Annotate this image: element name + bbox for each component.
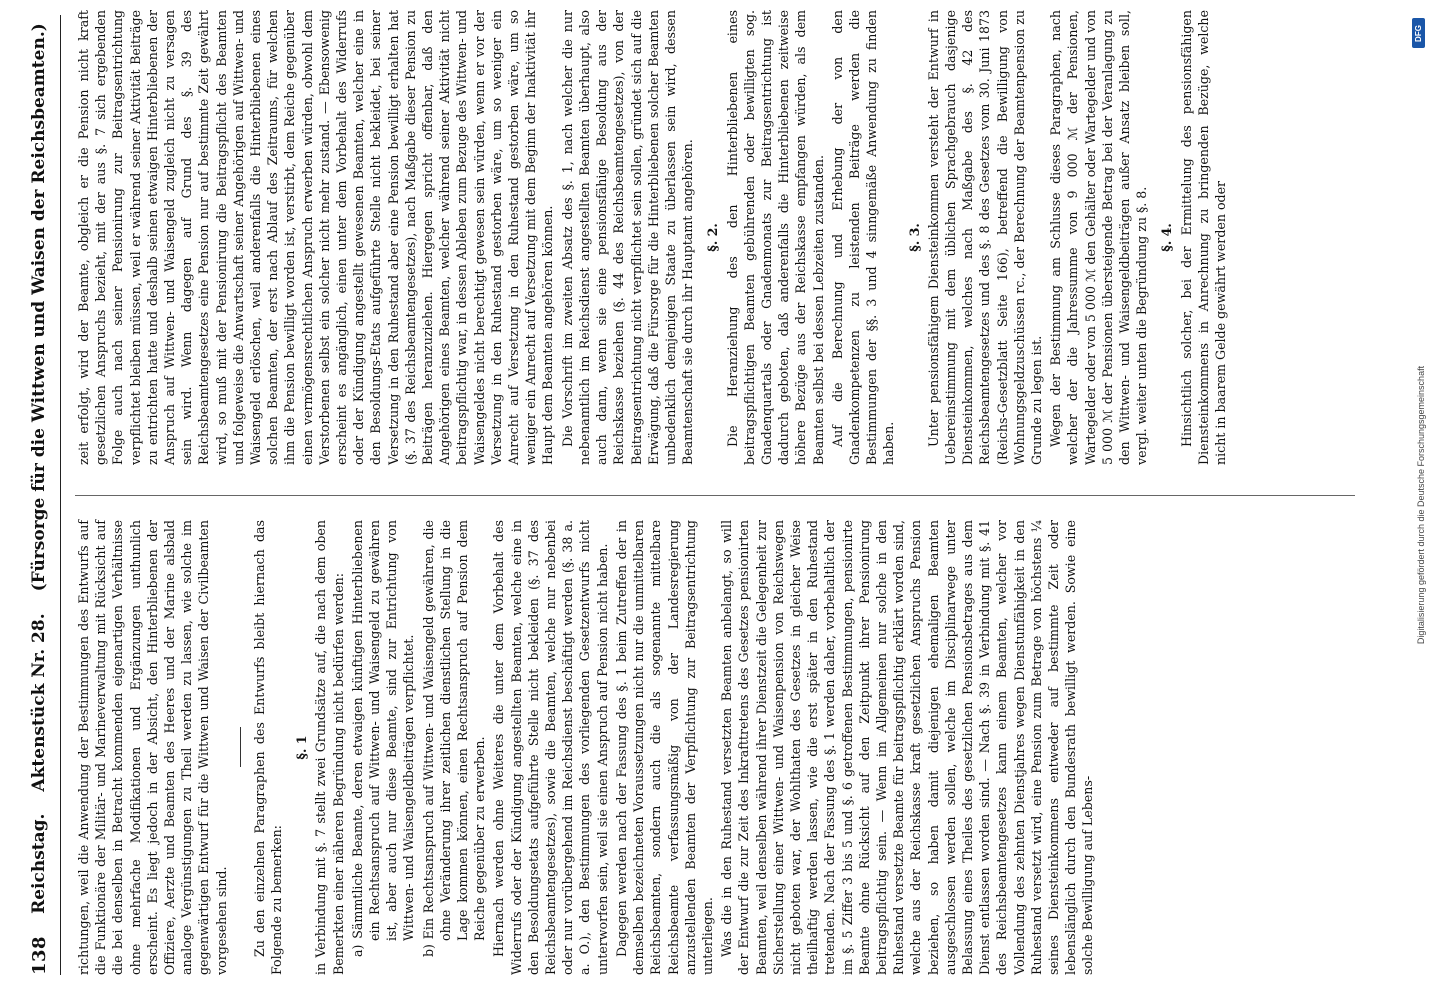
section-heading: §. 3. (906, 223, 922, 252)
left-text-column (75, 520, 1099, 975)
section-heading: §. 2. (705, 223, 721, 252)
paragraph: Hiernach werden ohne Weiteres die unter dem Vorbehalt des Widerrufs oder der Kündigung angestellten Beamten, welche eine in den Besoldungsetats aufgeführte Stelle nicht bekleiden (§. 37 des Reichsbeamtengesetzes), sowie die Beamten, welche nur nebenbei oder nur vorübergehend im Reichsdienst beschäftigt werden (§. 38 a. a. O.), den Bestimmungen des vorliegenden Gesetzentwurfs nicht unterworfen sein, weil sie einen Anspruch auf Pension nicht haben. (491, 520, 610, 975)
paragraph: Unter pensionsfähigem Diensteinkommen versteht der Entwurf in Uebereinstimmung mit dem üblichen Sprachgebrauch dasjenige Diensteinkommen, welches nach Maßgabe des §. 42 des Reichsbeamtengesetzes und des §. 8 des Gesetzes vom 30. Juni 1873 (Reichs-Gesetzblatt Seite 166), betreffend die Bewilligung von Wohnungsgeldzuschüssen rc., der Berechnung der Beamtenpension zu Grunde zu legen ist. (925, 10, 1044, 465)
section-heading: §. 4. (1159, 223, 1175, 252)
list-item: a) Sämmtliche Beamte, deren etwaigen künftigen Hinterbliebenen ein Rechtsanspruch auf Wittwen- und Waisengeld zu gewähren ist, aber auch nur diese Beamte, sind zur Entrichtung von Wittwen- und Waisengeldbeiträgen verpflichtet. (349, 520, 417, 957)
paragraph: Auf die Berechnung und Erhebung der von den Gnadenkompetenzen zu leistenden Beiträge werden die Bestimmungen der §§. 3 und 4 sinngemäße Anwendung zu finden haben. (829, 10, 897, 465)
section-heading: §. 1 (294, 735, 310, 760)
credit-text: Digitalisierung gefördert durch die Deutsche Forschungsgemeinschaft (1416, 365, 1426, 645)
section-rule (240, 728, 241, 768)
page-header (18, 15, 61, 975)
paragraph: in Verbindung mit §. 7 stellt zwei Grundsätze auf, die nach dem oben Bemerkten einer näheren Begründung nicht bedürfen werden: (313, 520, 346, 975)
right-text-column (75, 10, 1231, 465)
paragraph: Hinsichtlich solcher, bei der Ermittelung des pensionsfähigen Diensteinkommens in Anrechnung zu bringenden Bezüge, welche nicht in baarem Gelde gewährt werden oder (1178, 10, 1228, 465)
column-divider (75, 495, 1355, 496)
paragraph: Was die in den Ruhestand versetzten Beamten anbelangt, so will der Entwurf die zur Zeit des Inkrafttretens des Gesetzes pensionirten Beamten, weil denselben während ihrer Dienstzeit die Gelegenheit zur Sicherstellung einer Wittwen- und Waisenpension von Reichswegen nicht geboten war, der Wohlthaten des Gesetzes in gleicher Weise theilhaftig werden lassen, wie die erst später in den Ruhestand tretenden. Nach der Fassung des §. 1 werden daher, vorbehaltlich der im §. 5 Ziffer 3 bis 5 und §. 6 getroffenen Bestimmungen, pensionirte Beamte ohne Rücksicht auf den Zeitpunkt ihrer Pensionirung beitragspflichtig sein. — Wenn im Allgemeinen nur solche in den Ruhestand versetzte Beamte für beitragspflichtig erklärt worden sind, welche aus der Reichskasse kraft gesetzlichen Anspruchs Pension beziehen, so haben damit diejenigen ehemaligen Beamten ausgeschlossen werden sollen, welche im Disciplinarwege unter Belassung eines Theiles des gesetzlichen Pensionsbetrages aus dem Dienst entlassen worden sind. — Nach §. 39 in Verbindung mit §. 41 des Reichsbeamtengesetzes kann einem Beamten, welcher vor Vollendung des zehnten Dienstjahres wegen Dienstunfähigkeit in den Ruhestand versetzt wird, eine Pension zum Betrage von höchstens ¼ seines Diensteinkommens entweder auf bestimmte Zeit oder lebenslänglich durch den Bundesrath bewilligt werden. Sowie eine solche Bewilligung auf Lebens- (719, 520, 1096, 975)
list-item: b) Ein Rechtsanspruch auf Wittwen- und Waisengeld gewähren, die ohne Veränderung ihrer zeitlichen dienstlichen Stellung in die Lage kommen können, einen Rechtsanspruch auf Pension dem Reiche gegenüber zu erwerben. (420, 520, 488, 957)
page-number: 138 (28, 935, 50, 975)
paragraph: Die Vorschrift im zweiten Absatz des §. 1, nach welcher die nur nebenamtlich im Reichsdienst angestellten Beamten überhaupt, also auch dann, wenn sie eine pensionsfähige Besoldung aus der Reichskasse beziehen (§. 44 des Reichsbeamtengesetzes), von der Beitragsentrichtung nicht verpflichtet sein sollen, gründet sich auf die Erwägung, daß die Fürsorge für die Hinterbliebenen solcher Beamten unbedenklich demjenigen Staate zu überlassen sein wird, dessen Beamtenschaft sie durch ihr Hauptamt angehören. (559, 10, 696, 465)
dfg-logo (1412, 18, 1425, 48)
paragraph: Wegen der Bestimmung am Schlusse dieses Paragraphen, nach welcher der die Jahressumme von 9 000 ℳ der Pensionen, Wartegelder oder von 5 000 ℳ den Gehälter oder Wartegelder und von 5 000 ℳ der Pensionen übersteigende Betrag bei der Veranlagung zu den Wittwen- und Waisengeldbeiträgen außer Ansatz bleiben soll, vergl. weiter unten die Begründung zu §. 8. (1048, 10, 1150, 465)
paragraph: Die Heranziehung des den Hinterbliebenen eines beitragspflichtigen Beamten gebührenden oder bewilligten sog. Gnadenquartals oder Gnadenmonats zur Beitragsentrichtung ist dadurch geboten, daß anderenfalls die Hinterbliebenen zeitweise höhere Bezüge aus der Reichskasse empfangen würden, als dem Beamten selbst bei dessen Lebzeiten zustanden. (724, 10, 826, 465)
paragraph: Zu den einzelnen Paragraphen des Entwurfs bleibt hiernach das Folgende zu bemerken: (251, 520, 285, 975)
header-document-number: Aktenstück Nr. 28. (29, 613, 49, 792)
paragraph: zeit erfolgt, wird der Beamte, obgleich er die Pension nicht kraft gesetzlichen Anspruchs bezieht, mit der aus §. 7 sich ergebenden Folge auch nach seiner Pensionirung zur Beitragsentrichtung verpflichtet bleiben müssen, weil er während seiner Aktivität Beiträge zu entrichten hatte und deshalb seinen etwaigen Hinterbliebenen der Anspruch auf Wittwen- und Waisengeld zugleich nicht zu versagen sein wird. Wenn dagegen auf Grund des §. 39 des Reichsbeamtengesetzes eine Pension nur auf bestimmte Zeit gewährt wird, so muß mit der Pensionirung die Beitragspflicht des Beamten und folgeweise die Anwartschaft seiner Angehörigen auf Wittwen- und Waisengeld erlöschen, weil anderenfalls die Hinterbliebenen eines solchen Beamten, der erst nach Ablauf des Zeitraums, für welchen ihm die Pension bewilligt worden ist, verstirbt, dem Reiche gegenüber einen vermögensrechtlichen Anspruch erwerben würden, obwohl dem Verstorbenen selbst ein solcher nicht mehr zustand. — Ebensowenig erscheint es angänglich, einen unter dem Vorbehalt des Widerrufs oder der Kündigung angestellt gewesenen Beamten, welcher eine in den Besoldungs-Etats aufgeführte Stelle nicht bekleidet, bei seiner Versetzung in den Ruhestand aber eine Pension bewilligt erhalten hat (§. 37 des Reichsbeamtengesetzes), nach Maßgabe dieser Pension zu Beiträgen heranzuziehen. Hiergegen spricht offenbar, daß den Angehörigen eines Beamten, welcher während seiner Aktivität nicht beitragspflichtig war, in dessen Ableben zum Bezuge des Wittwen- und Waisengeldes nicht berechtigt gewesen sein würden, wenn er vor der Versetzung in den Ruhestand gestorben wäre, um so weniger ein Anrecht auf Versetzung in den Ruhestand gestorben wäre, um so weniger ein Anrecht auf Versetzung mit dem Beginn der Inaktivität ihr Haupt dem Beamten angehören können. (76, 10, 556, 465)
paragraph: Dagegen werden nach der Fassung des §. 1 beim Zutreffen der in demselben bezeichneten Voraussetzungen nicht nur die unmittelbaren Reichsbeamten, sondern auch die als sogenannte mittelbare Reichsbeamte verfassungsmäßig von der Landesregierung anzustellenden Beamten der Verpflichtung zur Beitragsentrichtung unterliegen. (613, 520, 715, 975)
dfg-logo-text: DFG (1414, 24, 1424, 42)
header-title: (Fürsorge für die Wittwen und Waisen der Reichsbeamten.) (29, 23, 49, 592)
paragraph: richtungen, weil die Anwendung der Bestimmungen des Entwurfs auf die Funktionäre der Militär- und Marineverwaltung mit Rücksicht auf die bei denselben in Betracht kommenden eigenartigen Verhältnisse ohne mehrfache Modifikationen und Ergänzungen unthunlich erscheint. Es liegt jedoch in der Absicht, den Hinterbliebenen der Offiziere, Aerzte und Beamten des Heeres und der Marine alsbald analoge Vergünstigungen zu Theil werden zu lassen, wie solche im gegenwärtigen Entwurf für die Wittwen und Waisen der Civilbeamten vorgesehen sind. (76, 520, 229, 975)
header-organization: Reichstag. (29, 813, 49, 914)
digitization-credit (1414, 10, 1428, 1000)
